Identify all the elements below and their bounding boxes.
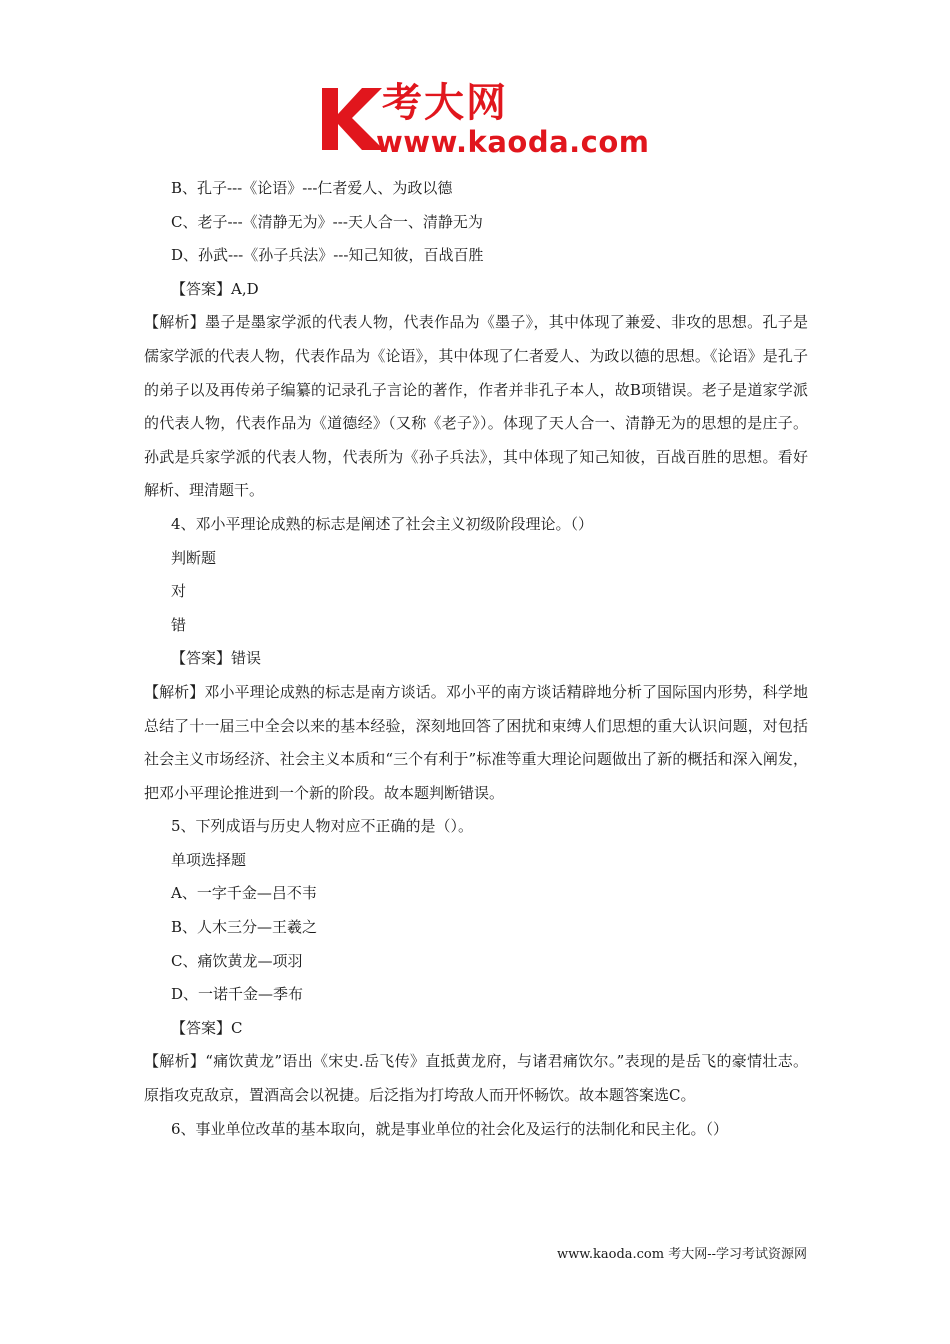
q5-option-d: D、一诺千金—季布 bbox=[171, 985, 304, 1004]
q4-option-true: 对 bbox=[171, 582, 187, 601]
q4-analysis-text: 【解析】邓小平理论成熟的标志是南方谈话。邓小平的南方谈话精辟地分析了国际国内形势，科学地总结了十一届三中全会以来的基本经验，深刻地回答了困扰和束缚人们思想的重大认识问题，对包括社会主义市场经济、社会主义本质和“三个有利于”标准等重大理论问题做出了新的概括和深入阐发，把邓小平理论推进到一个新的阶段。故本题判断错误。 bbox=[144, 682, 808, 802]
q4-question: 4、邓小平理论成熟的标志是阐述了社会主义初级阶段理论。（） bbox=[171, 514, 594, 533]
q3-option-d: D、孙武---《孙子兵法》---知己知彼，百战百胜 bbox=[171, 246, 484, 265]
q5-type: 单项选择题 bbox=[171, 850, 247, 869]
q6-question: 6、事业单位改革的基本取向，就是事业单位的社会化及运行的法制化和民主化。（） bbox=[171, 1119, 729, 1138]
q5-option-b: B、人木三分—王羲之 bbox=[171, 918, 318, 937]
q3-analysis bbox=[144, 306, 808, 508]
q5-question: 5、下列成语与历史人物对应不正确的是（）。 bbox=[171, 817, 474, 836]
q4-analysis bbox=[144, 676, 808, 810]
page-footer: www.kaoda.com 考大网--学习考试资源网 bbox=[557, 1247, 807, 1262]
kaoda-logo bbox=[318, 80, 650, 162]
q5-answer: 【答案】C bbox=[171, 1018, 243, 1037]
q3-answer: 【答案】A,D bbox=[171, 279, 259, 298]
q5-option-a: A、一字千金—吕不韦 bbox=[171, 884, 317, 903]
q4-type: 判断题 bbox=[171, 548, 217, 567]
q5-analysis bbox=[144, 1045, 808, 1112]
q3-option-c: C、老子---《清静无为》---天人合一、清静无为 bbox=[171, 212, 483, 231]
logo-url: www.kaoda.com bbox=[376, 125, 650, 159]
logo-chinese-name: 考大网 bbox=[382, 80, 508, 126]
q3-analysis-text: 【解析】墨子是墨家学派的代表人物，代表作品为《墨子》，其中体现了兼爱、非攻的思想。孔子是儒家学派的代表人物，代表作品为《论语》，其中体现了仁者爱人、为政以德的思想。《论语》是孔子的弟子以及再传弟子编纂的记录孔子言论的著作，作者并非孔子本人，故B项错误。老子是道家学派的代表人物，代表作品为《道德经》（又称《老子》）。体现了天人合一、清静无为的思想的是庄子。孙武是兵家学派的代表人物，代表所为《孙子兵法》，其中体现了知己知彼，百战百胜的思想。看好解析、理清题干。 bbox=[144, 313, 808, 500]
q4-answer: 【答案】错误 bbox=[171, 649, 262, 668]
q5-option-c: C、痛饮黄龙—项羽 bbox=[171, 951, 303, 970]
q3-option-b: B、孔子---《论语》---仁者爱人、为政以德 bbox=[171, 179, 453, 197]
q4-option-false: 错 bbox=[171, 615, 187, 634]
q5-analysis-text: 【解析】“痛饮黄龙”语出《宋史.岳飞传》直抵黄龙府，与诸君痛饮尔。”表现的是岳飞的豪情壮志。原指攻克敌京，置酒高会以祝捷。后泛指为打垮敌人而开怀畅饮。故本题答案选C。 bbox=[144, 1052, 808, 1105]
document-body bbox=[144, 172, 808, 1146]
